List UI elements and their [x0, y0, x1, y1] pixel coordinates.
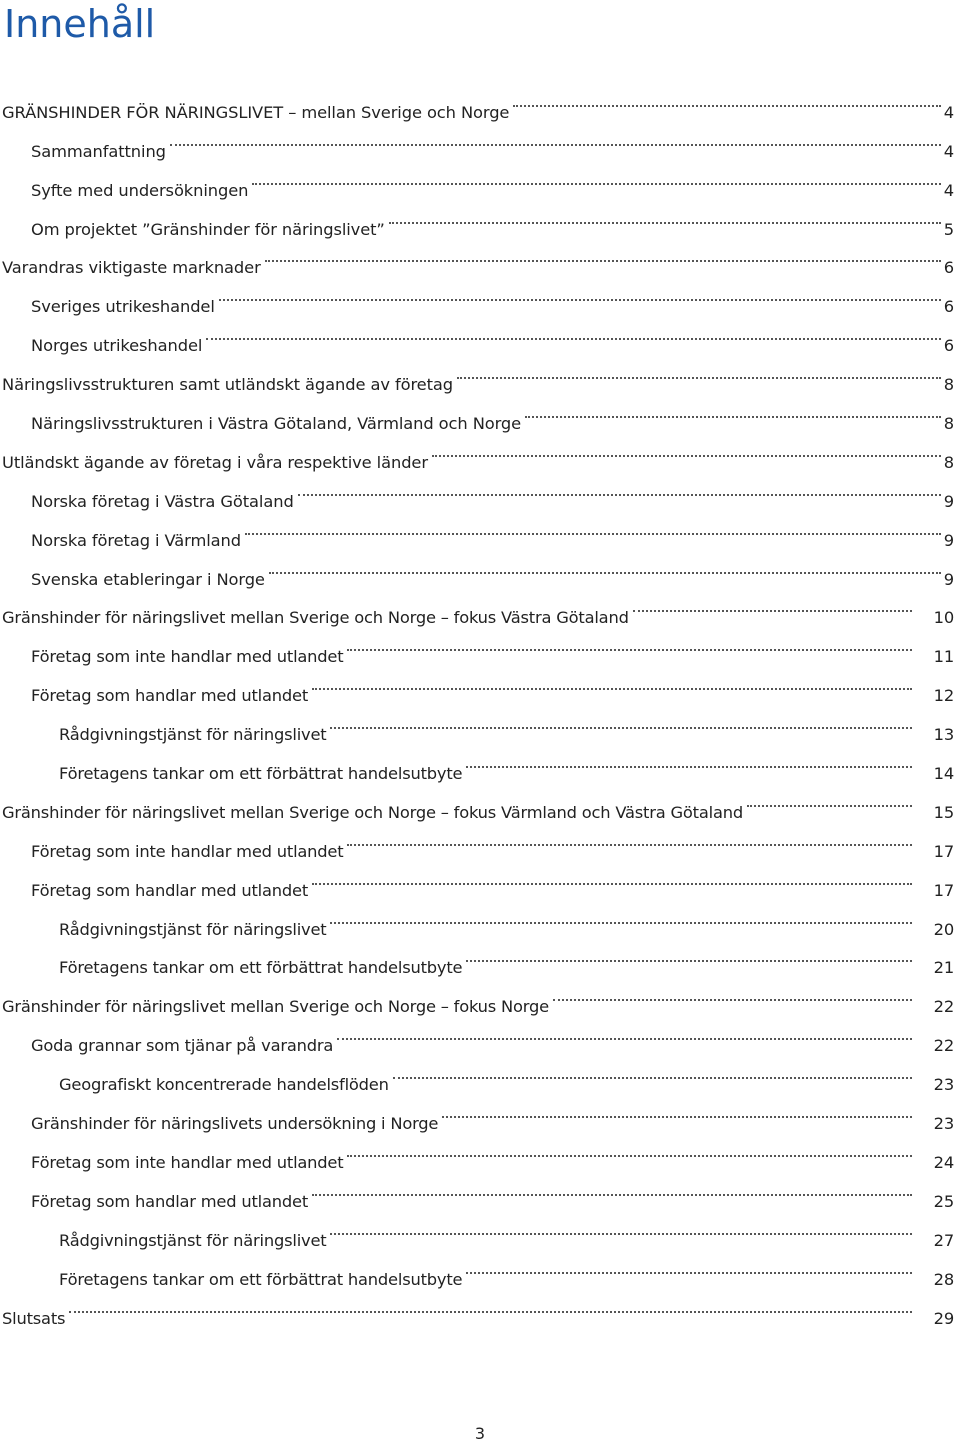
dot-leader	[747, 779, 912, 818]
dot-leader	[513, 79, 940, 118]
dot-leader	[347, 623, 912, 662]
toc-entry-title: Gränshinder för näringslivets undersökning i Norge	[31, 1114, 439, 1134]
toc-entry-page-number: 14	[933, 764, 954, 784]
toc-entry-page-number: 20	[933, 919, 954, 939]
toc-entry-title: Slutsats	[2, 1308, 66, 1328]
page-number: 3	[474, 1424, 486, 1443]
dot-leader	[337, 1012, 912, 1051]
toc-entry-title: Företag som handlar med utlandet	[31, 1191, 309, 1211]
toc-entry-page-number: 11	[933, 647, 954, 667]
toc-entry-title: Företag som inte handlar med utlandet	[31, 1152, 344, 1172]
dot-leader	[312, 662, 912, 701]
toc-entry-page-number: 22	[933, 1036, 954, 1056]
dot-leader	[330, 701, 912, 740]
toc-entry-page-number: 21	[933, 958, 954, 978]
toc-entry-title: Gränshinder för näringslivet mellan Sverige och Norge – fokus Västra Götaland	[2, 608, 629, 628]
dot-leader	[393, 1051, 912, 1090]
toc-entry-title: Företag som inte handlar med utlandet	[31, 841, 344, 861]
dot-leader	[389, 196, 941, 235]
dot-leader	[347, 1129, 912, 1168]
dot-leader	[312, 1168, 912, 1207]
toc-entry-title: Gränshinder för näringslivet mellan Sverige och Norge – fokus Värmland och Västra Götaland	[2, 802, 743, 822]
toc-entry-title: Geografiskt koncentrerade handelsflöden	[59, 1075, 389, 1095]
toc-entry-page-number: 25	[933, 1191, 954, 1211]
toc-entry-page-number: 17	[933, 841, 954, 861]
dot-leader	[219, 273, 941, 312]
page-title: Innehåll	[4, 2, 156, 46]
toc-entry-page-number: 28	[933, 1269, 954, 1289]
toc-entry-page-number: 8	[943, 414, 954, 434]
dot-leader	[245, 507, 941, 546]
toc-entry-page-number: 9	[943, 530, 954, 550]
toc-entry-page-number: 4	[943, 141, 954, 161]
toc-entry-title: Norska företag i Västra Götaland	[31, 491, 294, 511]
toc-entry-title: Utländskt ägande av företag i våra respektive länder	[2, 452, 428, 472]
toc-entry-title: Företag som handlar med utlandet	[31, 686, 309, 706]
toc-entry-title: Rådgivningstjänst för näringslivet	[59, 1230, 327, 1250]
toc-entry-title: Varandras viktigaste marknader	[2, 258, 261, 278]
dot-leader	[330, 896, 912, 935]
toc-entry-page-number: 13	[933, 725, 954, 745]
dot-leader	[206, 312, 940, 351]
toc-entry-title: Näringslivsstrukturen samt utländskt ägande av företag	[2, 375, 453, 395]
dot-leader	[457, 351, 941, 390]
toc-entry-title: Företagens tankar om ett förbättrat handelsutbyte	[59, 764, 463, 784]
toc-entry-title: GRÄNSHINDER FÖR NÄRINGSLIVET – mellan Sverige och Norge	[2, 102, 510, 122]
dot-leader	[330, 1207, 912, 1246]
table-of-contents	[0, 79, 960, 1328]
toc-entry-page-number: 4	[943, 102, 954, 122]
toc-entry-title: Syfte med undersökningen	[31, 180, 249, 200]
dot-leader	[69, 1285, 912, 1324]
dot-leader	[347, 818, 912, 857]
toc-entry-title: Norska företag i Värmland	[31, 530, 241, 550]
toc-entry-title: Gränshinder för näringslivet mellan Sverige och Norge – fokus Norge	[2, 997, 549, 1017]
toc-entry-page-number: 12	[933, 686, 954, 706]
toc-entry-title: Sammanfattning	[31, 141, 166, 161]
toc-entry-page-number: 6	[943, 336, 954, 356]
dot-leader	[252, 157, 940, 196]
toc-entry-page-number: 17	[933, 880, 954, 900]
toc-entry-title: Rådgivningstjänst för näringslivet	[59, 919, 327, 939]
toc-entry-page-number: 4	[943, 180, 954, 200]
toc-entry-page-number: 27	[933, 1230, 954, 1250]
toc-entry-page-number: 9	[943, 491, 954, 511]
dot-leader	[466, 935, 912, 974]
toc-entry-title: Näringslivsstrukturen i Västra Götaland, Värmland och Norge	[31, 414, 522, 434]
toc-entry-page-number: 24	[933, 1152, 954, 1172]
toc-entry-title: Företag som inte handlar med utlandet	[31, 647, 344, 667]
toc-entry-page-number: 23	[933, 1075, 954, 1095]
toc-entry-title: Svenska etableringar i Norge	[31, 569, 265, 589]
dot-leader	[466, 740, 912, 779]
toc-entry-page-number: 23	[933, 1114, 954, 1134]
toc-entry-title: Rådgivningstjänst för näringslivet	[59, 725, 327, 745]
dot-leader	[298, 468, 941, 507]
toc-entry-page-number: 5	[943, 219, 954, 239]
toc-entry-title: Företagens tankar om ett förbättrat handelsutbyte	[59, 1269, 463, 1289]
toc-entry-title: Norges utrikeshandel	[31, 336, 203, 356]
dot-leader	[525, 390, 941, 429]
dot-leader	[269, 546, 941, 585]
toc-entry[interactable]	[0, 79, 960, 122]
toc-entry-page-number: 29	[933, 1308, 954, 1328]
toc-entry-title: Om projektet ”Gränshinder för näringslivet”	[31, 219, 385, 239]
dot-leader	[265, 235, 941, 274]
toc-entry-title: Företagens tankar om ett förbättrat handelsutbyte	[59, 958, 463, 978]
toc-entry-title: Goda grannar som tjänar på varandra	[31, 1036, 334, 1056]
toc-entry-page-number: 8	[943, 452, 954, 472]
dot-leader	[633, 585, 912, 624]
dot-leader	[442, 1090, 912, 1129]
toc-entry-title: Sveriges utrikeshandel	[31, 297, 215, 317]
dot-leader	[466, 1246, 912, 1285]
dot-leader	[553, 973, 912, 1012]
dot-leader	[432, 429, 941, 468]
dot-leader	[170, 118, 941, 157]
toc-entry-page-number: 15	[933, 802, 954, 822]
dot-leader	[312, 857, 912, 896]
toc-entry[interactable]	[0, 1285, 960, 1328]
toc-entry-page-number: 22	[933, 997, 954, 1017]
toc-entry-page-number: 10	[933, 608, 954, 628]
toc-entry-page-number: 9	[943, 569, 954, 589]
toc-entry-page-number: 6	[943, 297, 954, 317]
toc-entry-page-number: 8	[943, 375, 954, 395]
toc-entry-page-number: 6	[943, 258, 954, 278]
toc-entry-title: Företag som handlar med utlandet	[31, 880, 309, 900]
